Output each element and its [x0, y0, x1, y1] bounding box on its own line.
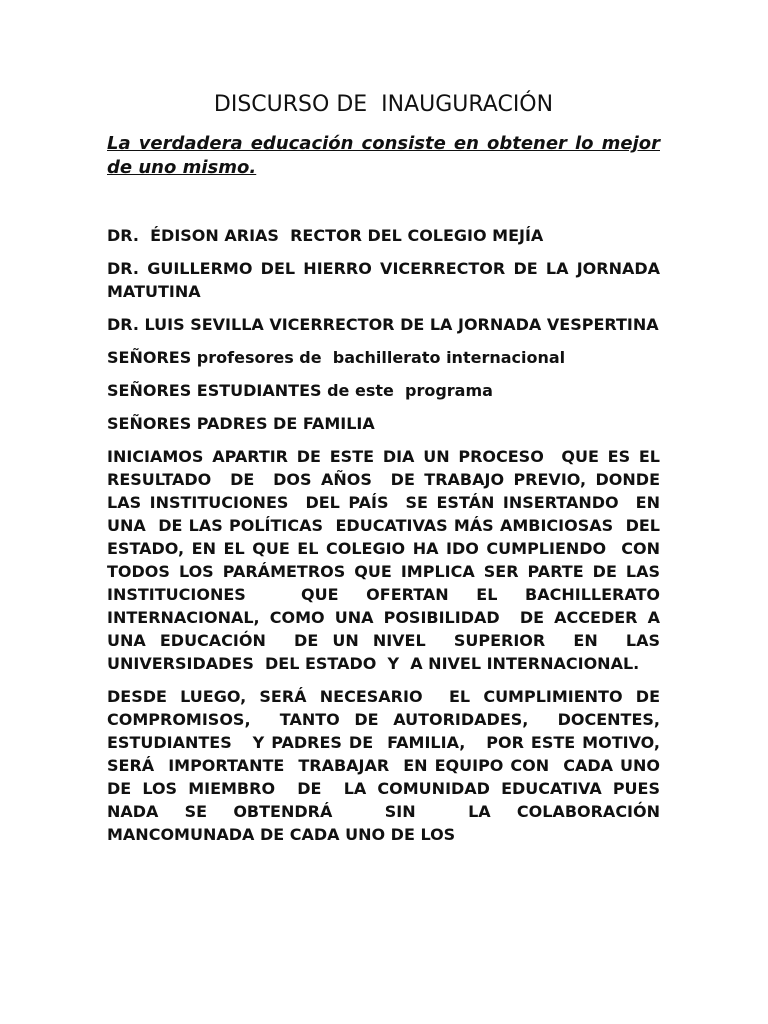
- salutation-rector: DR. ÉDISON ARIAS RECTOR DEL COLEGIO MEJÍA: [107, 226, 544, 245]
- body-paragraph: DESDE LUEGO, SERÁ NECESARIO EL CUMPLIMIENTO DE COMPROMISOS, TANTO DE AUTORIDADES, DOCENTES, ESTUDIANTES Y PADRES DE FAMILIA, POR ESTE MOTIVO, SERÁ IMPORTANTE TRABAJAR EN EQUIPO CON CADA UNO DE LOS MIEMBRO DE LA COMUNIDAD EDUCATIVA PUES NADA SE OBTENDRÁ SIN LA COLABORACIÓN MANCOMUNADA DE CADA UNO DE LOS: [107, 687, 672, 844]
- salutation-estudiantes: SEÑORES ESTUDIANTES de este programa: [107, 381, 493, 400]
- salutation-vicerrector-matutina: DR. GUILLERMO DEL HIERRO VICERRECTOR DE LA JORNADA MATUTINA: [107, 259, 666, 301]
- document-motto: La verdadera educación consiste en obtener lo mejor de uno mismo.: [107, 133, 660, 178]
- document-title: DISCURSO DE INAUGURACIÓN: [213, 92, 554, 117]
- body-paragraph: INICIAMOS APARTIR DE ESTE DIA UN PROCESO QUE ES EL RESULTADO DE DOS AÑOS DE TRABAJO PREVIO, DONDE LAS INSTITUCIONES DEL PAÍS SE ESTÁN INSERTANDO EN UNA DE LAS POLÍTICAS EDUCATIVAS MÁS AMBICIOSAS DEL ESTADO, EN EL QUE EL COLEGIO HA IDO CUMPLIENDO CON TODOS LOS PARÁMETROS QUE IMPLICA SER PARTE DE LAS INSTITUCIONES QUE OFERTAN EL BACHILLERATO INTERNACIONAL, COMO UNA POSIBILIDAD DE ACCEDER A UNA EDUCACIÓN DE UN NIVEL SUPERIOR EN LAS UNIVERSIDADES DEL ESTADO Y A NIVEL INTERNACIONAL.: [107, 447, 672, 673]
- document-page: [107, 90, 672, 856]
- salutation-profesores: SEÑORES profesores de bachillerato internacional: [107, 348, 566, 367]
- salutation-padres: SEÑORES PADRES DE FAMILIA: [107, 414, 375, 433]
- salutation-vicerrector-vespertina: DR. LUIS SEVILLA VICERRECTOR DE LA JORNADA VESPERTINA: [107, 315, 659, 334]
